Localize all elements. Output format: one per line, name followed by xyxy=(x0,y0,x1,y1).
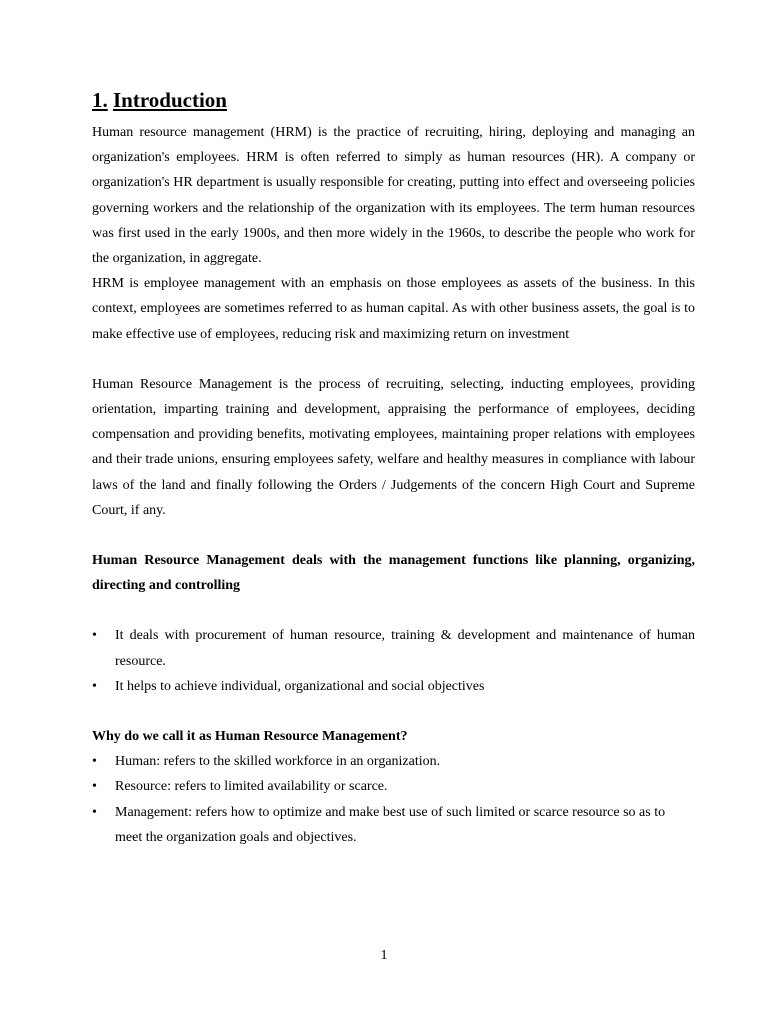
section-title: Introduction xyxy=(113,88,227,112)
bullet-icon: • xyxy=(92,754,97,770)
bullet-icon: • xyxy=(92,628,97,644)
list-item xyxy=(92,774,695,799)
list-item-text: It helps to achieve individual, organizational and social objectives xyxy=(115,678,485,694)
paragraph-gap xyxy=(92,523,695,548)
list-item-text: Resource: refers to limited availability or scarce. xyxy=(115,779,388,795)
list-item xyxy=(92,800,695,850)
intro-paragraph-2: HRM is employee management with an emphasis on those employees as assets of the business. In this context, employees are sometimes referred to as human capital. As with other business assets, the goal is to make effective use of employees, reducing risk and maximizing return on investment xyxy=(92,276,695,342)
list-item xyxy=(92,674,695,699)
why-list xyxy=(92,749,695,850)
page-content xyxy=(92,86,695,850)
list-item-text: Management: refers how to optimize and make best use of such limited or scarce resource so as to meet the organization goals and objectives. xyxy=(115,804,666,845)
paragraph-gap xyxy=(92,347,695,372)
bullet-icon: • xyxy=(92,779,97,795)
hrm-process-paragraph: Human Resource Management is the process of recruiting, selecting, inducting employees, providing orientation, imparting training and development, appraising the performance of employees, deciding compensation and providing benefits, motivating employees, maintaining proper relations with employees and their trade unions, ensuring employees safety, welfare and healthy measures in compliance with labour laws of the land and finally following the Orders / Judgements of the concern High Court and Supreme Court, if any. xyxy=(92,376,695,518)
bullet-icon: • xyxy=(92,804,97,820)
section-number: 1. xyxy=(92,88,108,112)
functions-list xyxy=(92,623,695,699)
list-item xyxy=(92,623,695,673)
paragraph-gap xyxy=(92,598,695,623)
paragraph-gap xyxy=(92,699,695,724)
intro-paragraph-1: Human resource management (HRM) is the practice of recruiting, hiring, deploying and managing an organization's employees. HRM is often referred to simply as human resources (HR). A company or organization's HR department is usually responsible for creating, putting into effect and overseeing policies governing workers and the relationship of the organization with its employees. The term human resources was first used in the early 1900s, and then more widely in the 1960s, to describe the people who work for the organization, in aggregate. xyxy=(92,125,695,267)
why-heading: Why do we call it as Human Resource Management? xyxy=(92,729,408,745)
bullet-icon: • xyxy=(92,678,97,694)
list-item-text: It deals with procurement of human resource, training & development and maintenance of human resource. xyxy=(115,628,695,669)
page-number: 1 xyxy=(380,948,388,963)
list-item-text: Human: refers to the skilled workforce in an organization. xyxy=(115,754,441,770)
section-heading xyxy=(92,86,695,114)
list-item xyxy=(92,749,695,774)
management-functions-paragraph: Human Resource Management deals with the management functions like planning, organizing, directing and controlling xyxy=(92,553,695,594)
